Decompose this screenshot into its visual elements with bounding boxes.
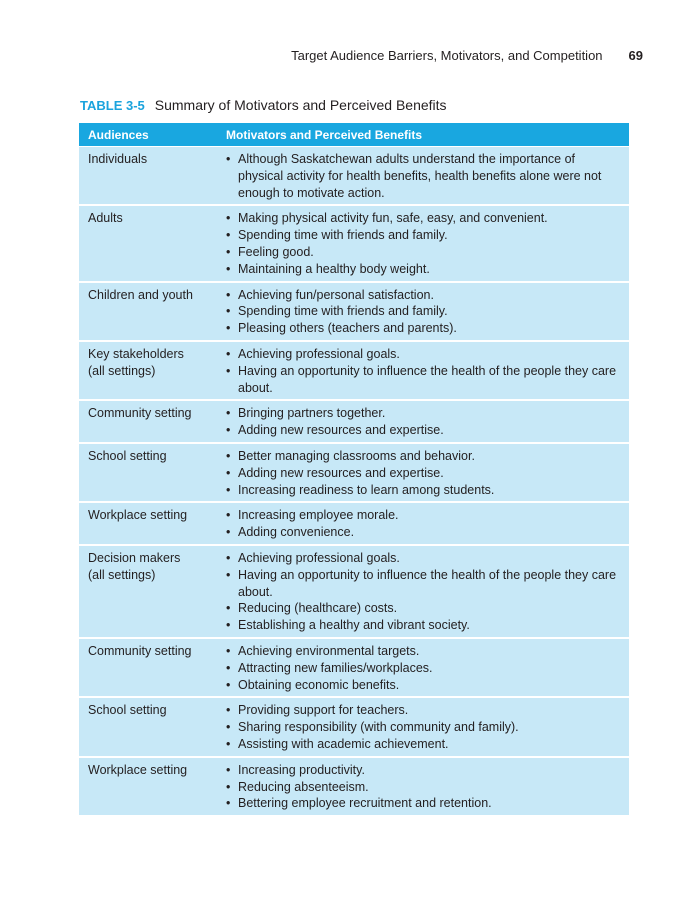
motivators-table — [79, 123, 629, 815]
bullet-icon: • — [226, 465, 231, 480]
bullet-icon: • — [226, 287, 231, 302]
bullet-icon: • — [226, 601, 231, 616]
table-row — [79, 147, 629, 206]
motivators-cell — [226, 550, 629, 634]
bullet-icon: • — [226, 736, 231, 751]
bullet-text: Increasing readiness to learn among students. — [238, 482, 495, 497]
bullet-text: Achieving fun/personal satisfaction. — [238, 287, 434, 302]
bullet-icon: • — [226, 363, 231, 378]
audience-cell: Workplace setting — [88, 508, 188, 523]
bullet-icon: • — [226, 567, 231, 582]
table-row — [79, 444, 629, 503]
bullet-item — [226, 702, 621, 719]
bullet-item — [226, 617, 621, 634]
bullet-text: Achieving professional goals. — [238, 346, 400, 361]
table-row — [79, 546, 629, 639]
bullet-text: Having an opportunity to influence the health of the people they care about. — [238, 567, 617, 599]
bullet-icon: • — [226, 508, 231, 523]
bullet-icon: • — [226, 643, 231, 658]
motivators-cell — [226, 702, 629, 752]
bullet-icon: • — [226, 448, 231, 463]
bullet-text: Increasing employee morale. — [238, 508, 399, 523]
motivators-cell — [226, 448, 629, 498]
table-row — [79, 698, 629, 757]
bullet-text: Adding new resources and expertise. — [238, 423, 444, 438]
bullet-text: Better managing classrooms and behavior. — [238, 448, 475, 463]
bullet-item — [226, 719, 621, 736]
audience-cell: Decision makers (all settings) — [88, 550, 181, 582]
bullet-item — [226, 465, 621, 482]
bullet-item — [226, 346, 621, 363]
bullet-text: Adding convenience. — [238, 525, 355, 540]
bullet-text: Achieving professional goals. — [238, 550, 400, 565]
bullet-item — [226, 762, 621, 779]
bullet-item — [226, 643, 621, 660]
table-row — [79, 342, 629, 401]
audience-cell: Workplace setting — [88, 762, 188, 777]
motivators-cell — [226, 405, 629, 439]
audience-cell: Key stakeholders (all settings) — [88, 346, 184, 378]
audience-cell: School setting — [88, 703, 167, 718]
audience-cell: School setting — [88, 448, 167, 463]
bullet-text: Spending time with friends and family. — [238, 304, 448, 319]
running-header — [0, 48, 643, 63]
bullet-icon: • — [226, 482, 231, 497]
header-audiences: Audiences — [88, 127, 149, 142]
table-row — [79, 758, 629, 815]
bullet-icon: • — [226, 321, 231, 336]
bullet-icon: • — [226, 703, 231, 718]
running-title: Target Audience Barriers, Motivators, and Competition — [291, 48, 603, 63]
bullet-text: Attracting new families/workplaces. — [238, 660, 433, 675]
bullet-icon: • — [226, 211, 231, 226]
bullet-text: Pleasing others (teachers and parents). — [238, 321, 457, 336]
bullet-text: Spending time with friends and family. — [238, 228, 448, 243]
bullet-text: Maintaining a healthy body weight. — [238, 261, 430, 276]
bullet-text: Establishing a healthy and vibrant society. — [238, 618, 470, 633]
bullet-icon: • — [226, 152, 231, 166]
bullet-icon: • — [226, 261, 231, 276]
bullet-icon: • — [226, 677, 231, 692]
bullet-text: Although Saskatchewan adults understand the importance of physical activity for health benefits, health benefits alone were not enough to motivate action. — [238, 152, 602, 200]
bullet-text: Reducing (healthcare) costs. — [238, 601, 398, 616]
table-title: Summary of Motivators and Perceived Benefits — [154, 97, 447, 113]
bullet-icon: • — [226, 762, 231, 777]
table-label: TABLE 3-5 — [80, 98, 145, 113]
motivators-cell — [226, 507, 629, 541]
bullet-item — [226, 261, 621, 278]
bullet-icon: • — [226, 720, 231, 735]
bullet-item — [226, 422, 621, 439]
bullet-text: Providing support for teachers. — [238, 703, 409, 718]
bullet-item — [226, 303, 621, 320]
bullet-item — [226, 320, 621, 337]
table-row — [79, 503, 629, 546]
motivators-cell — [226, 643, 629, 693]
bullet-icon: • — [226, 228, 231, 243]
bullet-text: Having an opportunity to influence the health of the people they care about. — [238, 363, 617, 395]
motivators-cell — [226, 210, 629, 277]
bullet-icon: • — [226, 346, 231, 361]
table-row — [79, 639, 629, 698]
bullet-item — [226, 210, 621, 227]
audience-cell: Children and youth — [88, 287, 193, 302]
audience-cell: Adults — [88, 211, 123, 226]
bullet-text: Reducing absenteeism. — [238, 779, 369, 794]
bullet-icon: • — [226, 304, 231, 319]
bullet-text: Assisting with academic achievement. — [238, 736, 449, 751]
bullet-text: Bettering employee recruitment and retention. — [238, 796, 492, 811]
bullet-item — [226, 405, 621, 422]
bullet-item — [226, 507, 621, 524]
bullet-icon: • — [226, 660, 231, 675]
bullet-text: Achieving environmental targets. — [238, 643, 420, 658]
bullet-item — [226, 779, 621, 796]
bullet-text: Feeling good. — [238, 244, 314, 259]
bullet-icon: • — [226, 244, 231, 259]
bullet-item — [226, 795, 621, 812]
audience-cell: Individuals — [88, 152, 148, 166]
bullet-text: Adding new resources and expertise. — [238, 465, 444, 480]
bullet-item — [226, 363, 621, 397]
bullet-item — [226, 736, 621, 753]
table-row — [79, 283, 629, 342]
bullet-item — [226, 567, 621, 601]
bullet-item — [226, 482, 621, 499]
header-motivators: Motivators and Perceived Benefits — [226, 127, 423, 142]
motivators-cell — [226, 762, 629, 812]
bullet-text: Bringing partners together. — [238, 406, 386, 421]
motivators-cell — [226, 346, 629, 396]
table-caption — [80, 97, 447, 113]
table-body — [79, 147, 629, 815]
bullet-icon: • — [226, 406, 231, 421]
bullet-item — [226, 550, 621, 567]
table-header-row — [79, 123, 629, 147]
bullet-item — [226, 600, 621, 617]
bullet-text: Sharing responsibility (with community and family). — [238, 720, 519, 735]
motivators-cell — [226, 287, 629, 337]
bullet-icon: • — [226, 525, 231, 540]
bullet-item — [226, 677, 621, 694]
bullet-text: Obtaining economic benefits. — [238, 677, 400, 692]
bullet-item — [226, 151, 621, 201]
motivators-cell — [226, 151, 629, 201]
page-number: 69 — [628, 48, 643, 63]
bullet-item — [226, 244, 621, 261]
table-row — [79, 401, 629, 444]
bullet-icon: • — [226, 550, 231, 565]
bullet-text: Increasing productivity. — [238, 762, 365, 777]
bullet-item — [226, 287, 621, 304]
bullet-text: Making physical activity fun, safe, easy, and convenient. — [238, 211, 548, 226]
bullet-item — [226, 448, 621, 465]
table-row — [79, 206, 629, 282]
bullet-icon: • — [226, 779, 231, 794]
bullet-icon: • — [226, 423, 231, 438]
audience-cell: Community setting — [88, 406, 192, 421]
bullet-item — [226, 524, 621, 541]
bullet-icon: • — [226, 796, 231, 811]
bullet-icon: • — [226, 618, 231, 633]
bullet-item — [226, 227, 621, 244]
audience-cell: Community setting — [88, 643, 192, 658]
bullet-item — [226, 660, 621, 677]
